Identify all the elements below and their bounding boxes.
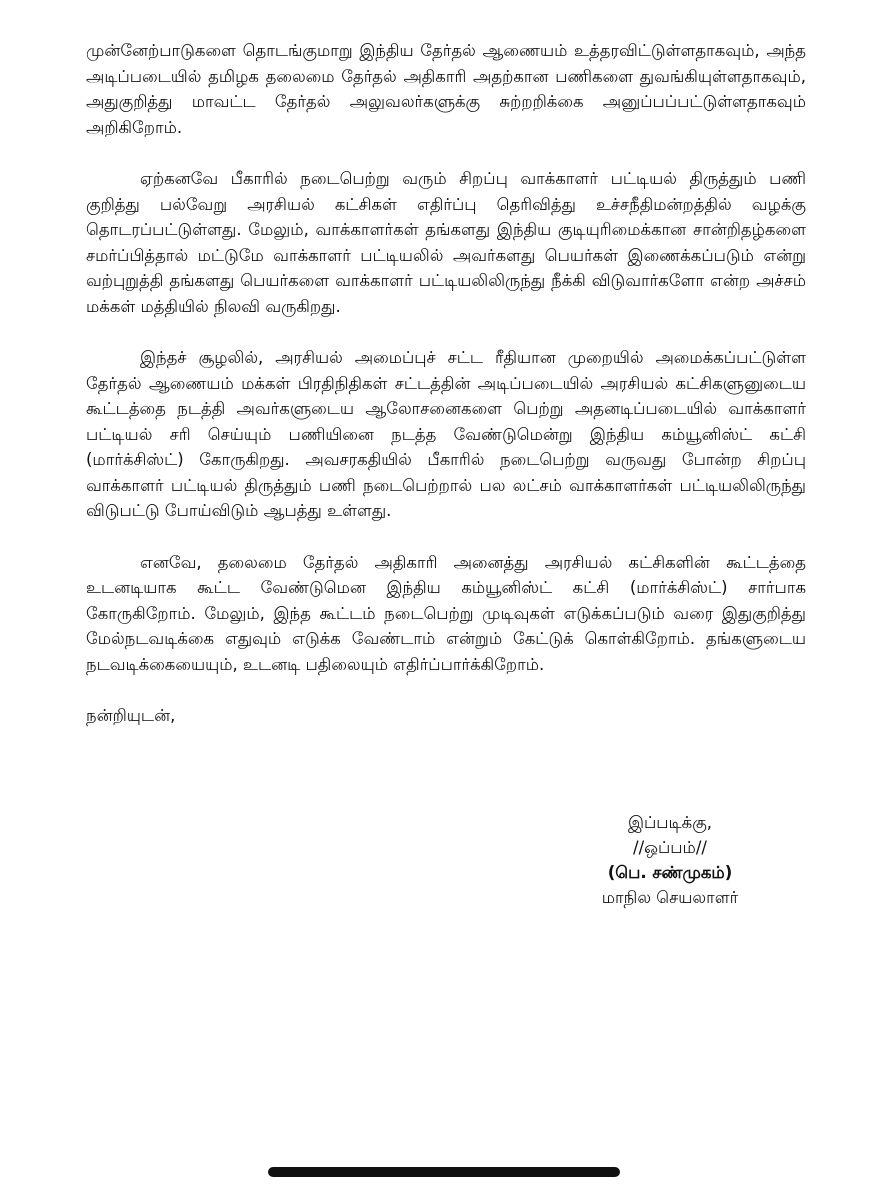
home-indicator[interactable] — [268, 1167, 620, 1177]
signatory-designation: மாநில செயலாளர் — [601, 888, 739, 907]
signature-signed: //ஒப்பம்// — [633, 838, 707, 857]
signatory-name: (பெ. சண்முகம்) — [607, 863, 733, 882]
closing-text: நன்றியுடன், — [86, 706, 176, 725]
paragraph-1: முன்னேற்பாடுகளை தொடங்குமாறு இந்திய தேர்தல் ஆணையம் உத்தரவிட்டுள்ளதாகவும், அந்த அடிப்படையில் தமிழக தலைமை தேர்தல் அதிகாரி அதற்கான பணிகளை துவங்கியுள்ளதாகவும், அதுகுறித்து மாவட்ட தேர்தல் அலுவலர்களுக்கு சுற்றறிக்கை அனுப்பப்பட்டுள்ளதாகவும் அறிகிறோம். — [86, 41, 806, 137]
paragraph-4: எனவே, தலைமை தேர்தல் அதிகாரி அனைத்து அரசியல் கட்சிகளின் கூட்டத்தை உடனடியாக கூட்ட வேண்டுமென இந்திய கம்யூனிஸ்ட் கட்சி (மார்க்சிஸ்ட்) சார்பாக கோருகிறோம். மேலும், இந்த கூட்டம் நடைபெற்று முடிவுகள் எடுக்கப்படும் வரை இதுகுறித்து மேல்நடவடிக்கை எதுவும் எடுக்க வேண்டாம் என்றும் கேட்டுக் கொள்கிறோம். தங்களுடைய நடவடிக்கையையும், உடனடி பதிலையும் எதிர்ப்பார்க்கிறோம். — [86, 552, 806, 674]
paragraph-3: இந்தச் சூழலில், அரசியல் அமைப்புச் சட்ட ரீதியான முறையில் அமைக்கப்பட்டுள்ள தேர்தல் ஆணையம் மக்கள் பிரதிநிதிகள் சட்டத்தின் அடிப்படையில் அரசியல் கட்சிகளுனுடைய கூட்டத்தை நடத்தி அவர்களுடைய ஆலோசனைகளை பெற்று அதனடிப்படையில் வாக்காளர் பட்டியல் சரி செய்யும் பணியினை நடத்த வேண்டுமென்று இந்திய கம்யூனிஸ்ட் கட்சி (மார்க்சிஸ்ட்) கோருகிறது. அவசரகதியில் பீகாரில் நடைபெற்று வருவது போன்ற சிறப்பு வாக்காளர் பட்டியல் திருத்தும் பணி நடைபெற்றால் பல லட்சம் வாக்காளர்கள் பட்டியலிலிருந்து விடுபட்டு போய்விடும் ஆபத்து உள்ளது. — [86, 348, 806, 520]
letter-body — [86, 38, 806, 728]
signature-salutation: இப்படிக்கு, — [627, 813, 713, 832]
paragraph-2: ஏற்கனவே பீகாரில் நடைபெற்று வரும் சிறப்பு வாக்காளர் பட்டியல் திருத்தும் பணி குறித்து பல்வேறு அரசியல் கட்சிகள் எதிர்ப்பு தெரிவித்து உச்சநீதிமன்றத்தில் வழக்கு தொடரப்பட்டுள்ளது. மேலும், வாக்காளர்கள் தங்களது இந்திய குடியுரிமைக்கான சான்றிதழ்களை சமர்ப்பித்தால் மட்டுமே வாக்காளர் பட்டியலில் அவர்களது பெயர்கள் இணைக்கப்படும் என்று வற்புறுத்தி தங்களது பெயர்களை வாக்காளர் பட்டியலிலிருந்து நீக்கி விடுவார்களோ என்ற அச்சம் மக்கள் மத்தியில் நிலவி வருகிறது. — [86, 169, 806, 316]
signature-block — [560, 810, 780, 910]
